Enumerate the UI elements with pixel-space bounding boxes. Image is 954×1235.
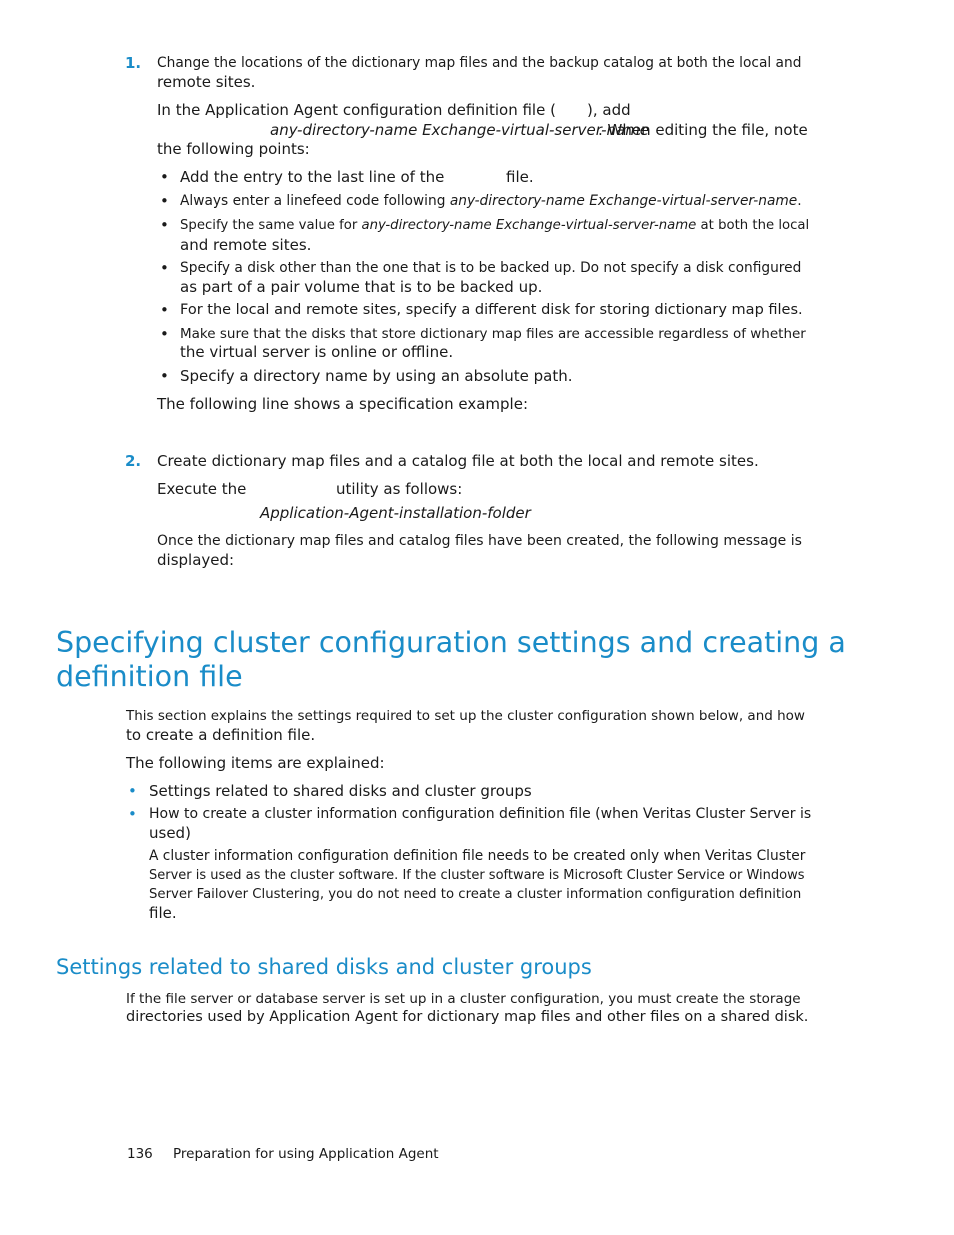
message-intro: Once the dictionary map files and catalog files have been created, the following message is: [157, 533, 802, 549]
bullet-marker: •: [160, 301, 169, 319]
bullet-marker: •: [128, 782, 137, 800]
footer-title: Preparation for using Application Agent: [173, 1146, 439, 1162]
bullet-1-text-b: file.: [506, 168, 534, 186]
step-2-number: 2.: [125, 452, 142, 470]
note-line: file.: [149, 904, 177, 922]
installation-folder-placeholder: Application-Agent-installation-folder: [260, 504, 531, 522]
bullet-4-text: Specify a disk other than the one that is to be backed up. Do not specify a disk configured: [180, 260, 802, 276]
bullet-6-text-cont: the virtual server is online or offline.: [180, 343, 454, 361]
step-1-number: 1.: [125, 54, 142, 72]
bullet-2-text: Always enter a linefeed code following any-directory-name Exchange-virtual-server-name.: [180, 193, 802, 209]
step-1-text: Change the locations of the dictionary map files and the backup catalog at both the local and: [157, 55, 802, 71]
section-intro-cont: to create a definition file.: [126, 726, 316, 744]
step-1-text-cont: remote sites.: [157, 73, 256, 91]
bullet-3-text: Specify the same value for any-directory-name Exchange-virtual-server-name at both the local: [180, 218, 810, 233]
config-file-para-rest: . When editing the file, note: [598, 121, 808, 139]
bullet-marker: •: [160, 367, 169, 385]
items-intro: The following items are explained:: [126, 754, 385, 772]
bullet-3-text-cont: and remote sites.: [180, 236, 312, 254]
bullet-7-text: Specify a directory name by using an absolute path.: [180, 367, 573, 385]
bullet-marker: •: [160, 168, 169, 186]
subsection-text: If the file server or database server is set up in a cluster configuration, you must create the storage: [126, 991, 801, 1007]
bullet-6-text: Make sure that the disks that store dictionary map files are accessible regardless of whether: [180, 326, 806, 342]
config-file-para-b: ), add: [587, 101, 631, 119]
note-line: A cluster information configuration definition file needs to be created only when Veritas Cluster: [149, 848, 806, 864]
example-intro: The following line shows a specification example:: [157, 395, 529, 413]
bullet-marker: •: [160, 259, 169, 277]
config-file-para-end: the following points:: [157, 140, 310, 158]
directory-name-placeholder: any-directory-name Exchange-virtual-server-name: [270, 121, 650, 139]
item-2-text-cont: used): [149, 824, 191, 842]
bullet-4-text-cont: as part of a pair volume that is to be backed up.: [180, 278, 543, 296]
item-1-text: Settings related to shared disks and cluster groups: [149, 782, 532, 800]
execute-text-b: utility as follows:: [336, 480, 463, 498]
section-intro: This section explains the settings required to set up the cluster configuration shown below, and how: [126, 708, 805, 724]
bullet-1-text-a: Add the entry to the last line of the: [180, 168, 445, 186]
config-file-para-a: In the Application Agent configuration definition file (: [157, 101, 556, 119]
bullet-marker: •: [128, 805, 137, 823]
execute-text-a: Execute the: [157, 480, 247, 498]
item-2-text: How to create a cluster information configuration definition file (when Veritas Cluster Server is: [149, 806, 812, 822]
page-number: 136: [127, 1146, 153, 1162]
bullet-5-text: For the local and remote sites, specify a different disk for storing dictionary map files.: [180, 302, 803, 318]
section-title: Specifying cluster configuration settings and creating a definition file: [56, 626, 846, 693]
note-line: Server Failover Clustering, you do not need to create a cluster information configuration definition: [149, 887, 802, 902]
message-intro-cont: displayed:: [157, 551, 235, 569]
step-2-text: Create dictionary map files and a catalog file at both the local and remote sites.: [157, 452, 759, 470]
note-line: Server is used as the cluster software. If the cluster software is Microsoft Cluster Service or Windows: [149, 868, 805, 883]
subsection-text-cont: directories used by Application Agent for dictionary map files and other files on a shared disk.: [126, 1009, 809, 1025]
bullet-marker: •: [160, 216, 169, 234]
bullet-marker: •: [160, 192, 169, 210]
subsection-title: Settings related to shared disks and cluster groups: [56, 955, 592, 979]
bullet-marker: •: [160, 325, 169, 343]
